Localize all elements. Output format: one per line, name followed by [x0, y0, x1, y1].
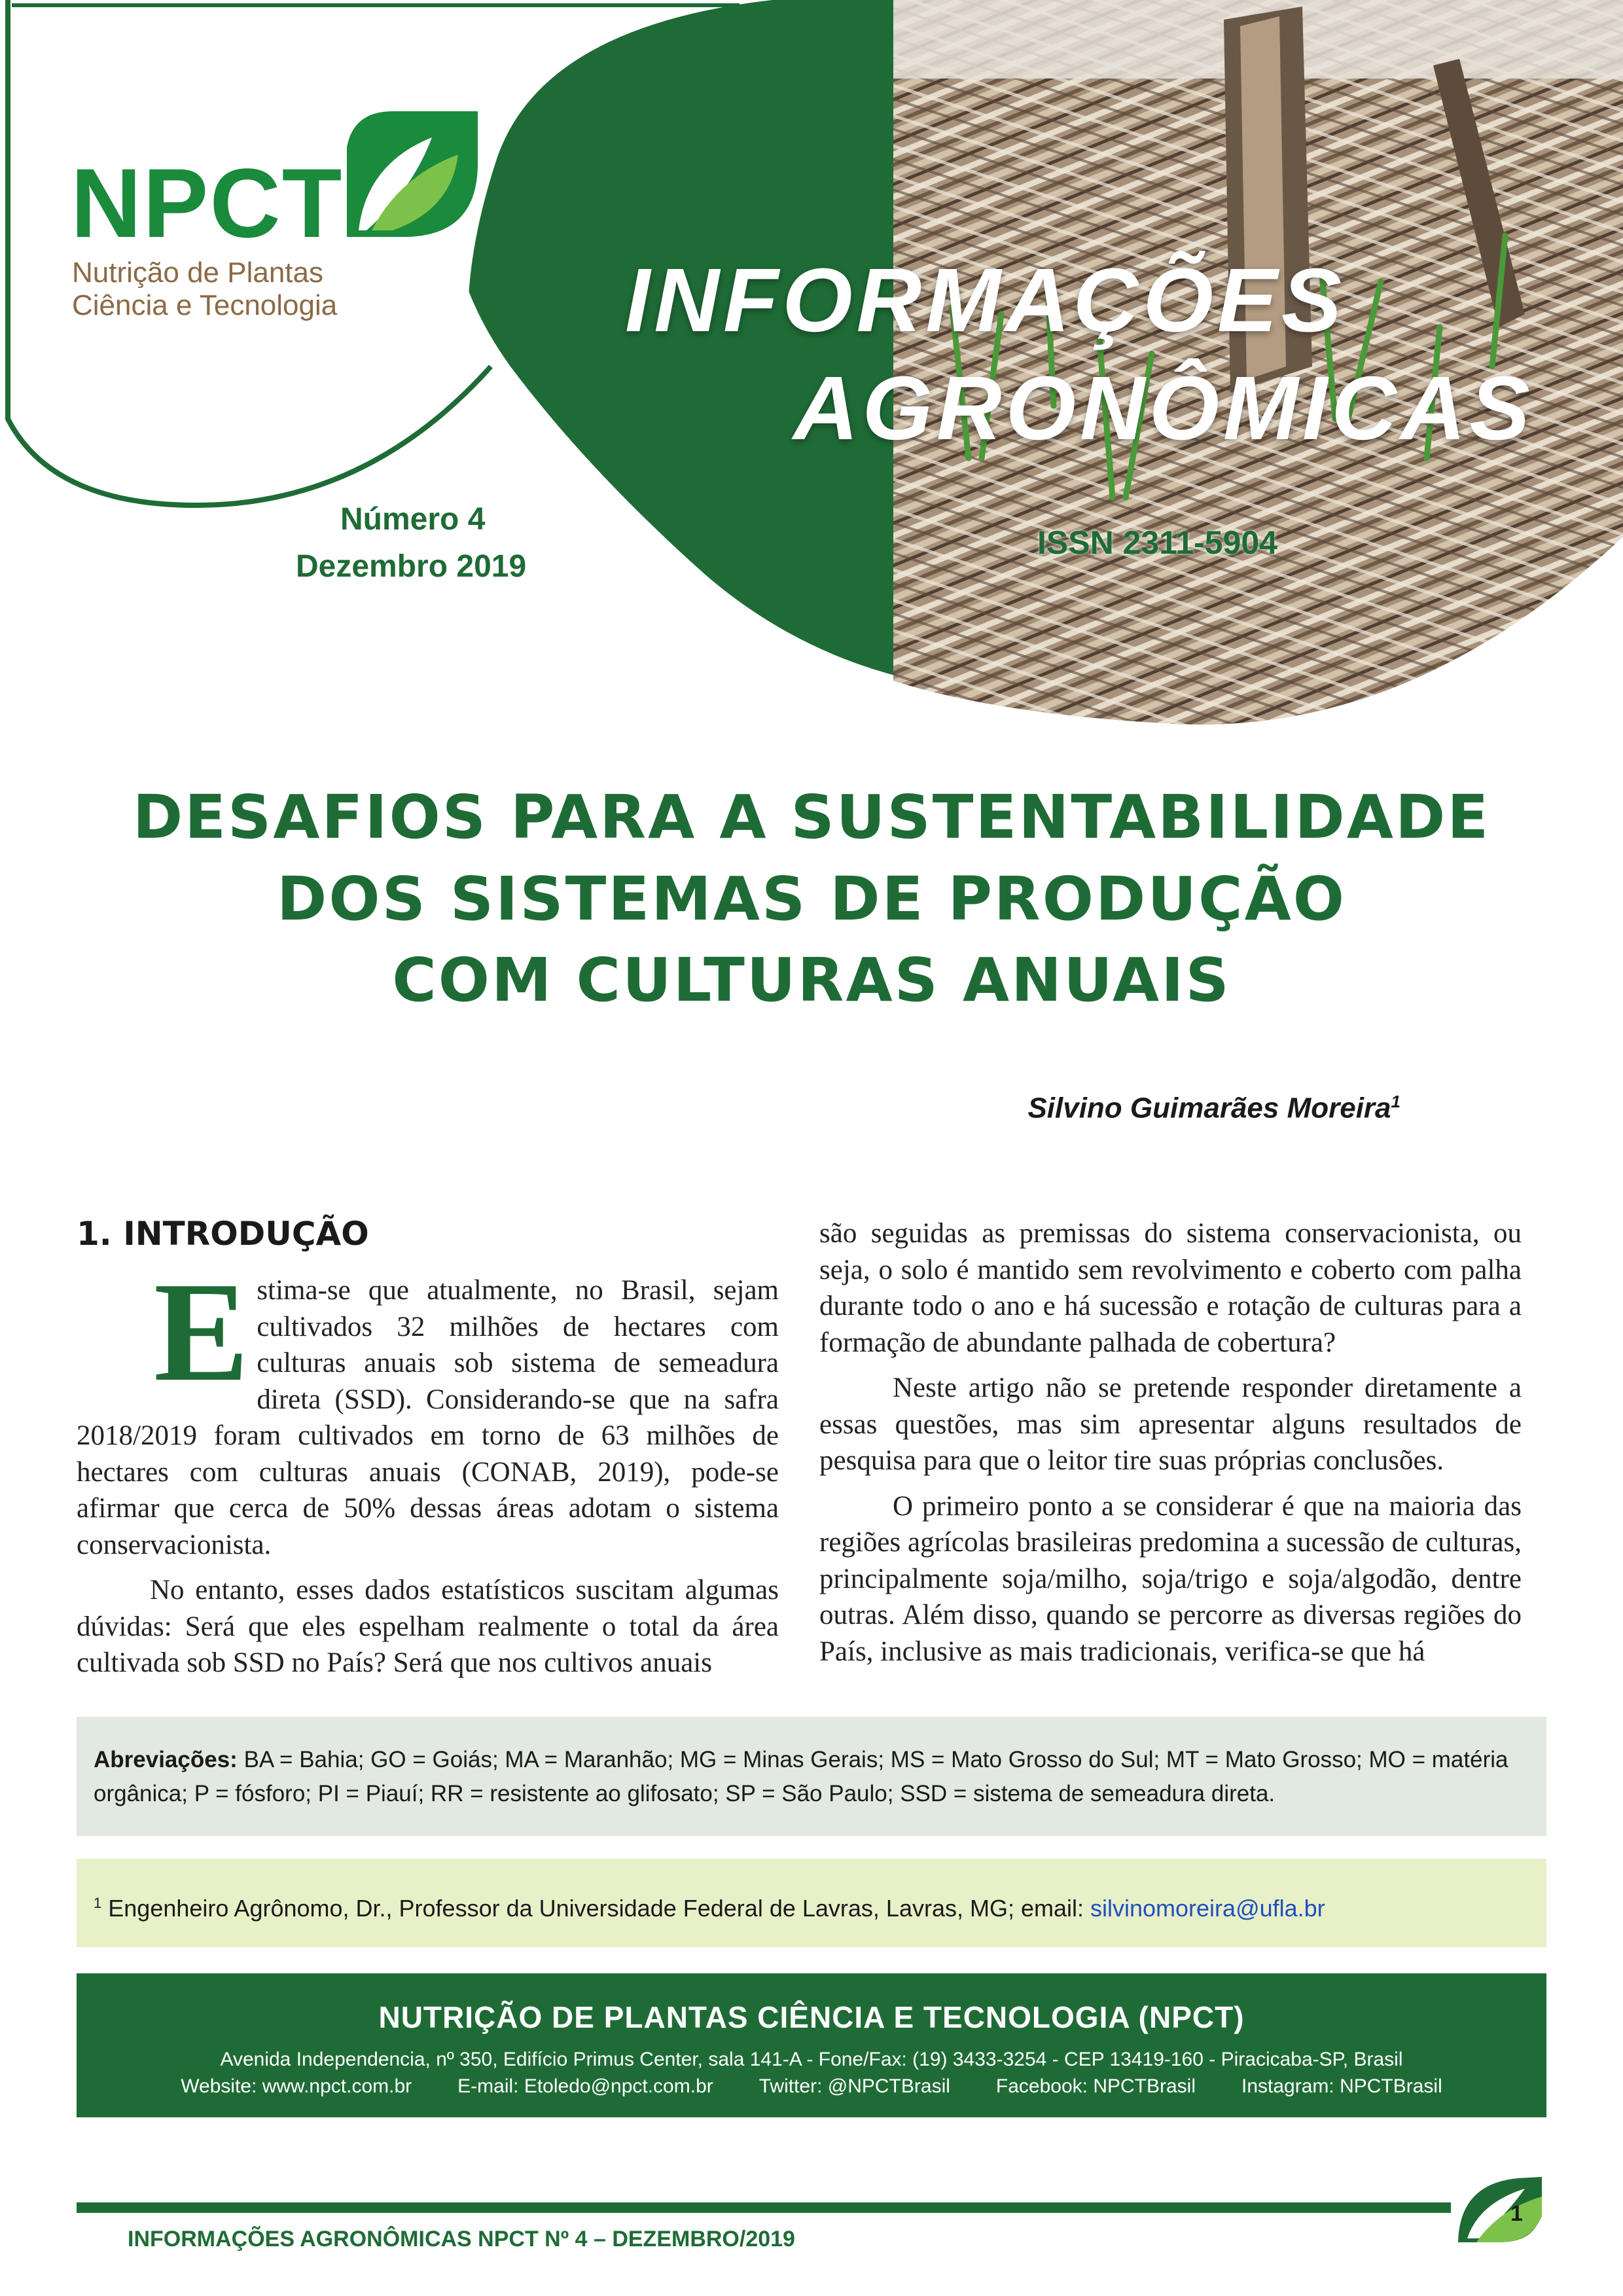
- issn: ISSN 2311-5904: [1037, 524, 1277, 561]
- article-title-line2: DOS SISTEMAS DE PRODUÇÃO: [277, 864, 1346, 934]
- paragraph: são seguidas as premissas do sistema conservacionista, ou seja, o solo é mantido sem revolvimento e coberto com palha durante todo o ano e há sucessão e rotação de culturas para a formação de abundante palhada de cobertura?: [819, 1218, 1522, 1358]
- organization-address: Avenida Independencia, nº 350, Edifício Primus Center, sala 141-A - Fone/Fax: (19) 3433-3254 - CEP 13419-160 - Piracicaba-SP, Brasil: [220, 2049, 1403, 2070]
- paragraph: No entanto, esses dados estatísticos suscitam algumas dúvidas: Será que eles espelham realmente o total da área cultivada sob SSD no País? Será que nos cultivos anuais: [77, 1575, 779, 1678]
- website-link[interactable]: Website: www.npct.com.br: [181, 2075, 412, 2097]
- author-name: [1027, 1092, 1400, 1125]
- article-title-line3: COM CULTURAS ANUAIS: [392, 945, 1231, 1015]
- drop-cap: E: [154, 1253, 249, 1411]
- paragraph: Neste artigo não se pretende responder diretamente a essas questões, mas sim apresentar alguns resultados de pesquisa para que o leitor tire suas próprias conclusões.: [819, 1372, 1522, 1476]
- author-email-link[interactable]: silvinomoreira@ufla.br: [1090, 1895, 1325, 1922]
- organization-title: NUTRIÇÃO DE PLANTAS CIÊNCIA E TECNOLOGIA (NPCT): [378, 2000, 1245, 2034]
- abbreviations-label: Abreviações:: [94, 1747, 238, 1772]
- twitter-link[interactable]: Twitter: @NPCTBrasil: [758, 2075, 950, 2097]
- page-number: 1: [1510, 2201, 1523, 2226]
- series-title-line2: AGRONÔMICAS: [793, 358, 1534, 459]
- organization-box: [77, 1973, 1546, 2117]
- body-column-left: [77, 1217, 779, 1691]
- issue-date: Dezembro 2019: [296, 549, 527, 584]
- issue-number: Número 4: [340, 502, 486, 537]
- author-note-marker: 1: [1391, 1092, 1400, 1111]
- footnote-marker: 1: [94, 1895, 102, 1911]
- logo-subtitle-line1: Nutrição de Plantas: [72, 257, 323, 289]
- article-title-line1: DESAFIOS PARA A SUSTENTABILIDADE: [132, 782, 1491, 852]
- organization-contacts: [77, 2075, 1546, 2098]
- paragraph: O primeiro ponto a se considerar é que na maioria das regiões agrícolas brasileiras predomina a sucessão de culturas, principalmente soja/milho, soja/trigo e soja/algodão, dentre outras. Além disso, quando se percorre as diversas regiões do País, inclusive as mais tradicionais, verifica-se que há: [819, 1490, 1522, 1667]
- body-column-right: [819, 1215, 1522, 1679]
- logo-wordmark: NPCT: [71, 148, 344, 258]
- masthead-graphic: [0, 0, 1623, 733]
- paragraph: [77, 1253, 779, 1563]
- running-footer: INFORMAÇÕES AGRONÔMICAS NPCT Nº 4 – DEZEMBRO/2019: [128, 2227, 795, 2251]
- instagram-link[interactable]: Instagram: NPCTBrasil: [1241, 2075, 1442, 2097]
- npct-leaf-icon: [347, 111, 478, 237]
- facebook-link[interactable]: Facebook: NPCTBrasil: [995, 2075, 1196, 2097]
- field-photo: [851, 0, 1623, 733]
- abbreviations-text: BA = Bahia; GO = Goiás; MA = Maranhão; MG = Minas Gerais; MS = Mato Grosso do Sul; MT = Mato Grosso; MO = matéria orgânica; P = fósforo; PI = Piauí; RR = resistente ao glifosato; SP = São Paulo; SSD = sistema de semeadura direta.: [94, 1747, 1508, 1806]
- footer-rule: [77, 2202, 1451, 2213]
- paragraph-text: stima-se que atualmente, no Brasil, sejam cultivados 32 milhões de hectares com culturas anuais sob sistema de semeadura direta (SSD). Considerando-se que na safra 2018/2019 foram cultivados em torno de 63 milhões de hectares com culturas anuais (CONAB, 2019), pode-se afirmar que cerca de 50% dessas áreas adotam o sistema conservacionista.: [77, 1275, 779, 1560]
- footnote-text: Engenheiro Agrônomo, Dr., Professor da Universidade Federal de Lavras, Lavras, MG; email:: [108, 1895, 1090, 1922]
- series-title-line1: INFORMAÇÕES: [625, 250, 1346, 351]
- page-leaf-icon: [1453, 2170, 1544, 2249]
- email-link[interactable]: E-mail: Etoledo@npct.com.br: [457, 2075, 713, 2097]
- author-name-text: Silvino Guimarães Moreira: [1027, 1092, 1391, 1124]
- abbreviations-box: [77, 1717, 1546, 1836]
- masthead: [0, 0, 1623, 733]
- footnote-box: [77, 1859, 1546, 1947]
- logo-subtitle-line2: Ciência e Tecnologia: [72, 289, 338, 321]
- section-heading: 1. INTRODUÇÃO: [77, 1215, 369, 1253]
